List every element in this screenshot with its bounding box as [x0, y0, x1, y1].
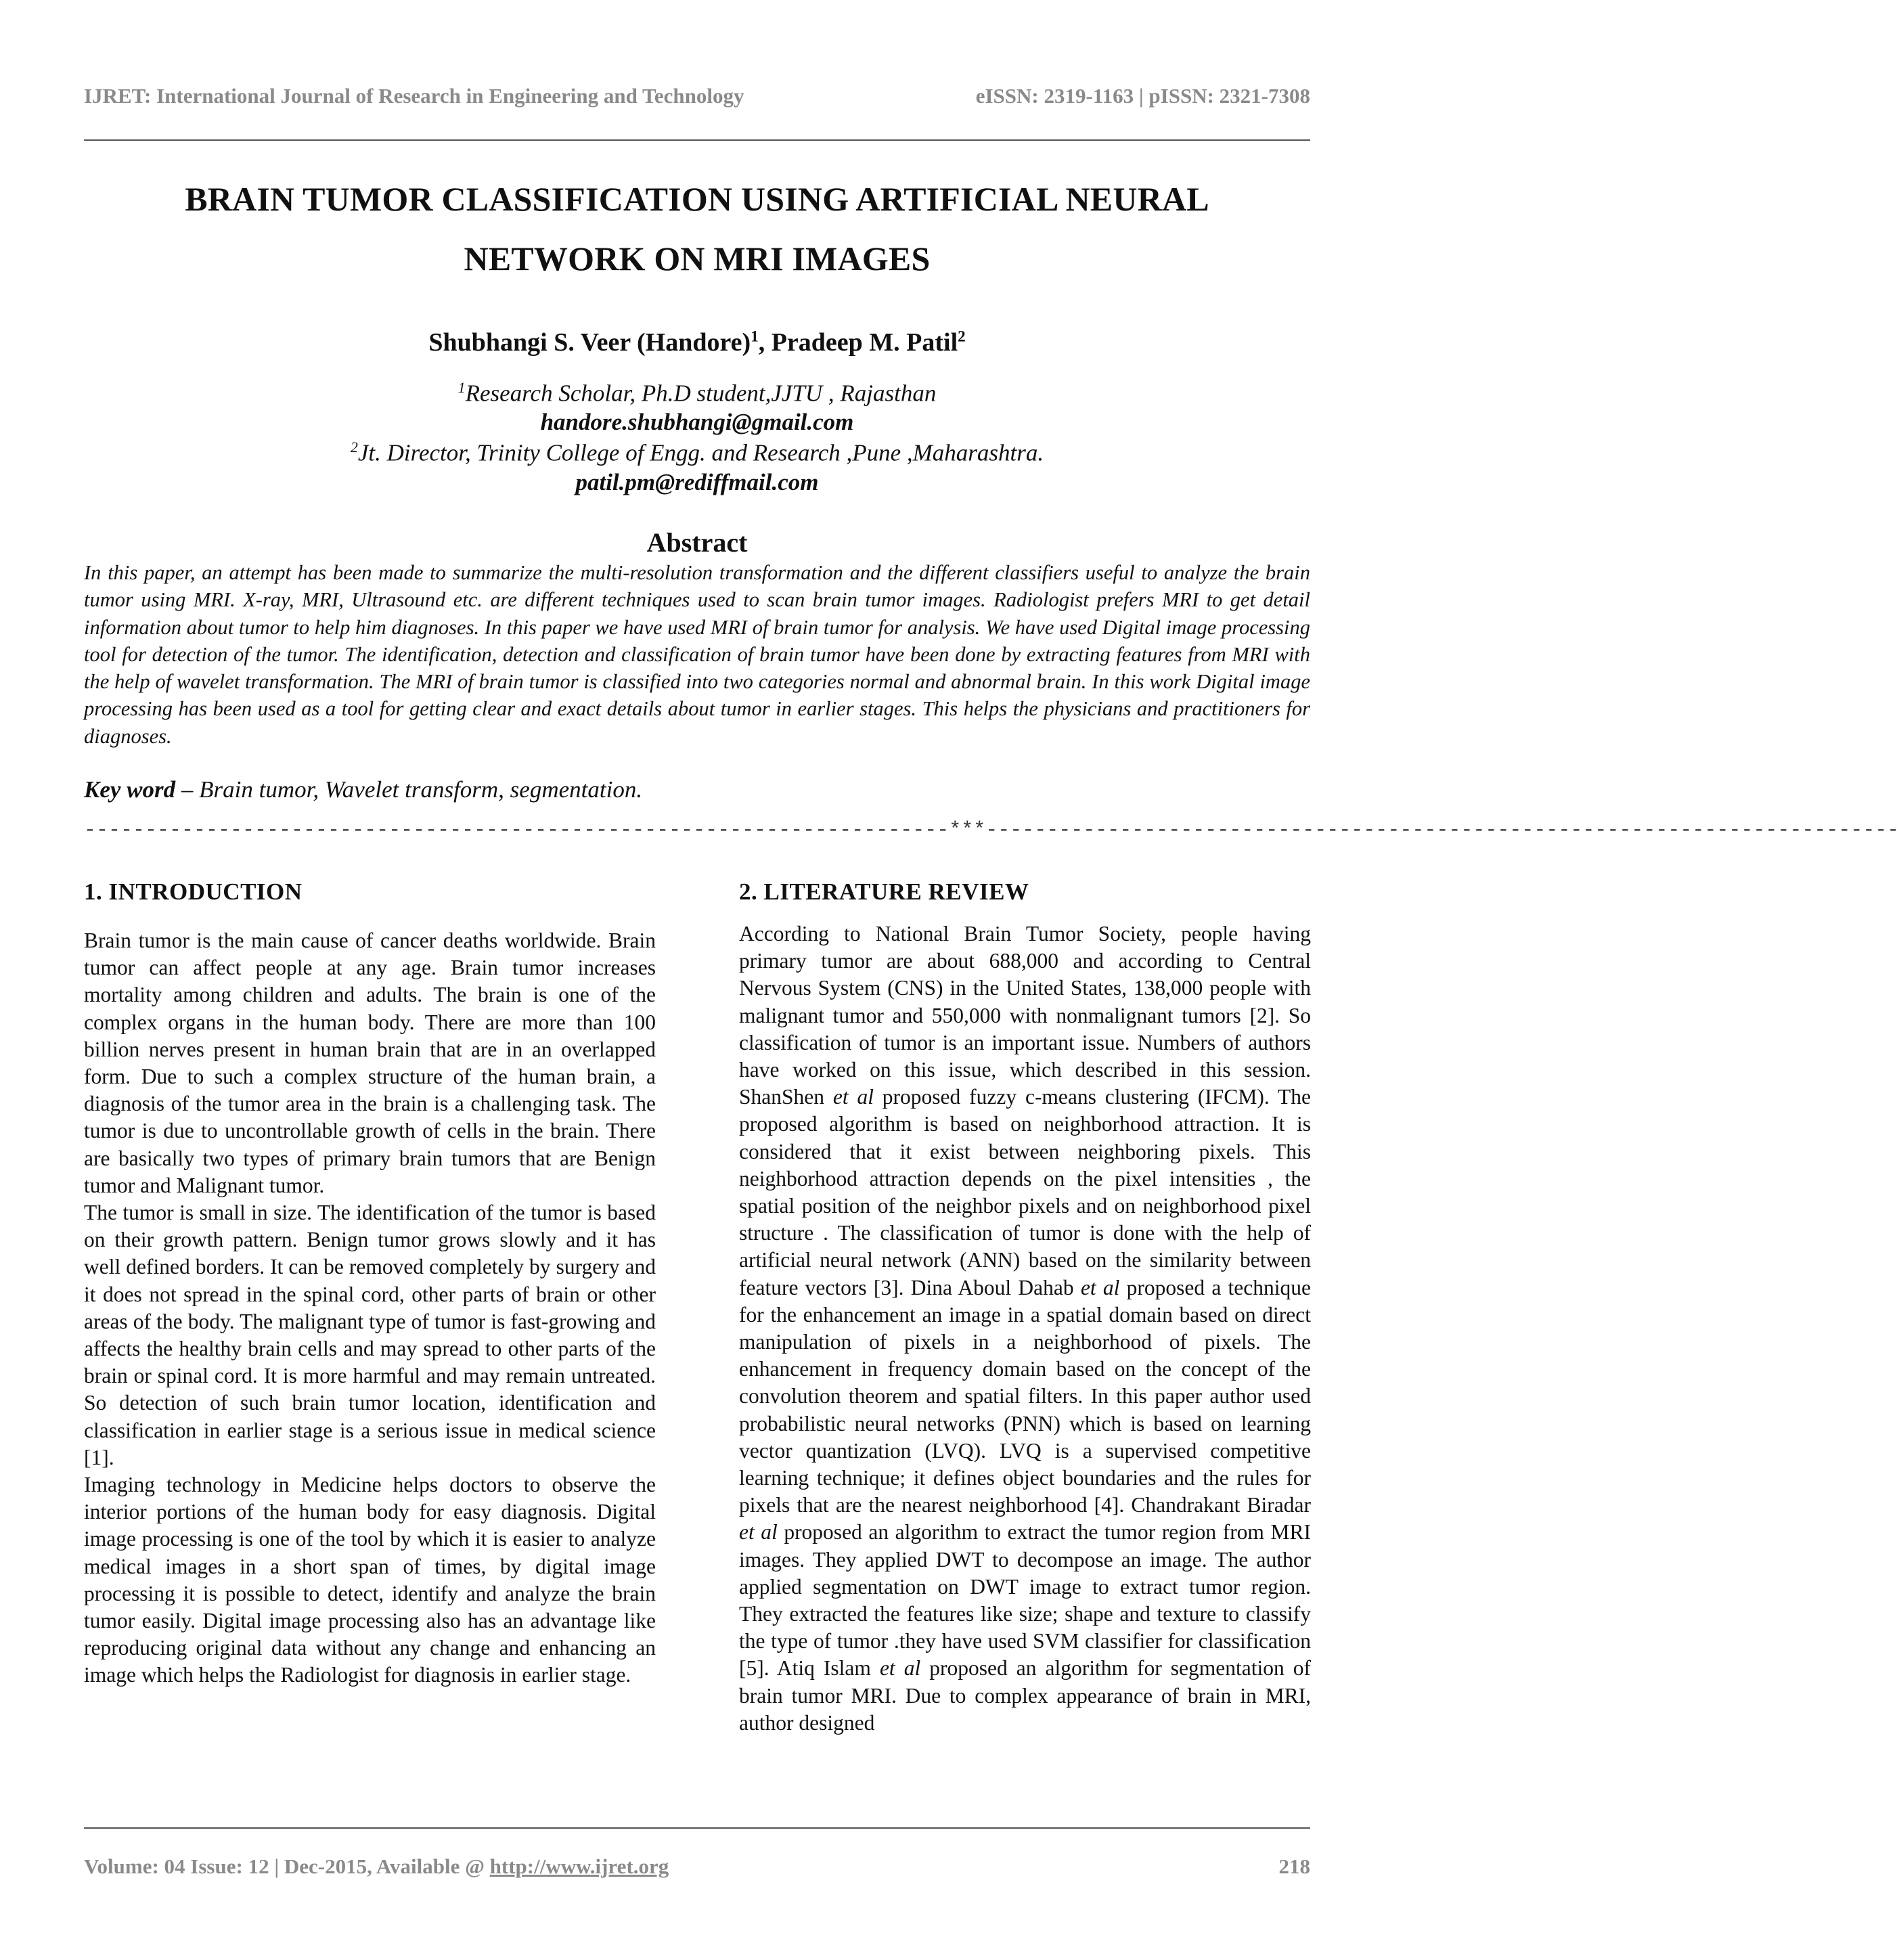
paper-title: [84, 169, 1310, 288]
page-footer: [84, 1854, 1310, 1886]
author-2: Pradeep M. Patil: [771, 328, 958, 357]
affiliation-2-marker: 2: [350, 439, 358, 455]
running-header: [84, 84, 1310, 115]
author-1: Shubhangi S. Veer (Handore): [428, 328, 751, 357]
header-rule: [84, 139, 1310, 141]
abstract-heading: Abstract: [646, 527, 748, 558]
literature-text: proposed fuzzy c-means clustering (IFCM). The proposed algorithm is based on neighborhood attraction. It is considered that it exist between neighboring pixels. This neighborhood attraction depends on the pixel intensities , the spatial position of the neighbor pixels and on neighborhood pixel structure . The classification of tumor is done with the help of artificial neural network (ANN) based on the similarity between feature vectors [3]. Dina Aboul Dahab: [739, 1085, 1311, 1299]
title-line-2: NETWORK ON MRI IMAGES: [464, 240, 931, 277]
title-line-1: BRAIN TUMOR CLASSIFICATION USING ARTIFICIAL NEURAL: [185, 180, 1209, 218]
footer-rule: [84, 1827, 1310, 1829]
literature-heading: 2. LITERATURE REVIEW: [739, 878, 1029, 905]
email-2: patil.pm@rediffmail.com: [575, 469, 819, 495]
affiliation-1-marker: 1: [457, 379, 466, 396]
keywords: [84, 776, 1310, 803]
issn-text: eISSN: 2319-1163 | pISSN: 2321-7308: [975, 84, 1310, 108]
literature-paragraph: [739, 920, 1311, 1737]
affiliation-1: [84, 379, 1310, 407]
literature-text: proposed a technique for the enhancement an image in a spatial domain based on direct manipulation of pixels in a neighborhood of pixels. The enhancement in frequency domain based on the concept of the convolution theorem and spatial filters. In this paper author used probabilistic neural networks (PNN) which is based on learning vector quantization (LVQ). LVQ is a supervised competitive learning technique; it defines object boundaries and the rules for pixels that are the nearest neighborhood [4]. Chandrakant Biradar: [739, 1275, 1311, 1517]
section-divider: -----------------------------------------------------------------------***---------------------------------------------------------------------------: [84, 819, 1899, 842]
keywords-text: – Brain tumor, Wavelet transform, segmentation.: [175, 776, 643, 803]
journal-url-link[interactable]: http://www.ijret.org: [489, 1854, 669, 1878]
footer-volume: [84, 1854, 669, 1879]
affiliation-1-text: Research Scholar, Ph.D student,JJTU , Rajasthan: [465, 380, 937, 407]
literature-text: proposed an algorithm for segmentation of brain tumor MRI. Due to complex appearance of brain in MRI, author designed: [739, 1656, 1311, 1735]
literature-text: proposed an algorithm to extract the tumor region from MRI images. They applied DWT to decompose an image. The author applied segmentation on DWT image to extract tumor region. They extracted the features like size; shape and texture to classify the type of tumor .they have used SVM classifier for classification [5]. Atiq Islam: [739, 1520, 1311, 1680]
email-1: handore.shubhangi@gmail.com: [540, 409, 854, 435]
citation-et-al: et al: [832, 1085, 874, 1109]
journal-name: IJRET: International Journal of Research in Engineering and Technology: [84, 84, 744, 108]
keywords-label: Key word: [84, 776, 176, 803]
literature-column: [739, 878, 1311, 1737]
author-separator: ,: [758, 328, 772, 357]
abstract-text: In this paper, an attempt has been made to summarize the multi-resolution transformation and the different classifiers useful to analyze the brain tumor using MRI. X-ray, MRI, Ultrasound etc. are different techniques used to scan brain tumor images. Radiologist prefers MRI to get detail information about tumor to help him diagnoses. In this paper we have used MRI of brain tumor for analysis. We have used Digital image processing tool for detection of the tumor. The identification, detection and classification of brain tumor have been done by extracting features from MRI with the help of wavelet transformation. The MRI of brain tumor is classified into two categories normal and abnormal brain. In this work Digital image processing has been used as a tool for getting clear and exact details about tumor in earlier stages. This helps the physicians and practitioners for diagnoses.: [84, 561, 1310, 748]
author-2-affil-marker: 2: [958, 328, 966, 345]
introduction-heading: 1. INTRODUCTION: [84, 878, 303, 905]
introduction-paragraph: The tumor is small in size. The identification of the tumor is based on their growth pattern. Benign tumor grows slowly and it has well defined borders. It can be removed completely by surgery and it does not spread in the spinal cord, other parts of brain or other areas of the body. The malignant type of tumor is fast-growing and affects the healthy brain cells and may spread to other parts of the brain or spinal cord. It is more harmful and may remain untreated. So detection of such brain tumor location, identification and classification in earlier stage is a serious issue in medical science [1].: [84, 1201, 656, 1469]
affiliation-2: [84, 439, 1310, 467]
introduction-column: [84, 878, 656, 1689]
affiliation-2-text: Jt. Director, Trinity College of Engg. and Research ,Pune ,Maharashtra.: [357, 439, 1044, 466]
citation-et-al: et al: [879, 1656, 921, 1680]
page-number: 218: [1278, 1854, 1310, 1878]
citation-et-al: et al: [739, 1520, 778, 1544]
literature-text: According to National Brain Tumor Society, people having primary tumor are about 688,000 and according to Central Nervous System (CNS) in the United States, 138,000 people with malignant tumor and 550,000 with nonmalignant tumors [2]. So classification of tumor is an important issue. Numbers of authors have worked on this issue, which described in this session. ShanShen: [739, 922, 1311, 1109]
introduction-paragraph: Brain tumor is the main cause of cancer deaths worldwide. Brain tumor can affect people at any age. Brain tumor increases mortality among children and adults. The brain is one of the complex organs in the human body. There are more than 100 billion nerves present in human brain that are in an overlapped form. Due to such a complex structure of the human brain, a diagnosis of the tumor area in the brain is a challenging task. The tumor is due to uncontrollable growth of cells in the brain. There are basically two types of primary brain tumors that are Benign tumor and Malignant tumor.: [84, 929, 656, 1197]
citation-et-al: et al: [1080, 1275, 1120, 1299]
author-1-affil-marker: 1: [751, 328, 759, 345]
introduction-paragraph: Imaging technology in Medicine helps doctors to observe the interior portions of the human body for easy diagnosis. Digital image processing is one of the tool by which it is easier to analyze medical images in a short span of times, by digital image processing it is possible to detect, identify and analyze the brain tumor easily. Digital image processing also has an advantage like reproducing original data without any change and enhancing an image which helps the Radiologist for diagnosis in earlier stage.: [84, 1473, 656, 1687]
volume-text: Volume: 04 Issue: 12 | Dec-2015, Available @: [84, 1854, 490, 1878]
author-list: [84, 328, 1310, 357]
